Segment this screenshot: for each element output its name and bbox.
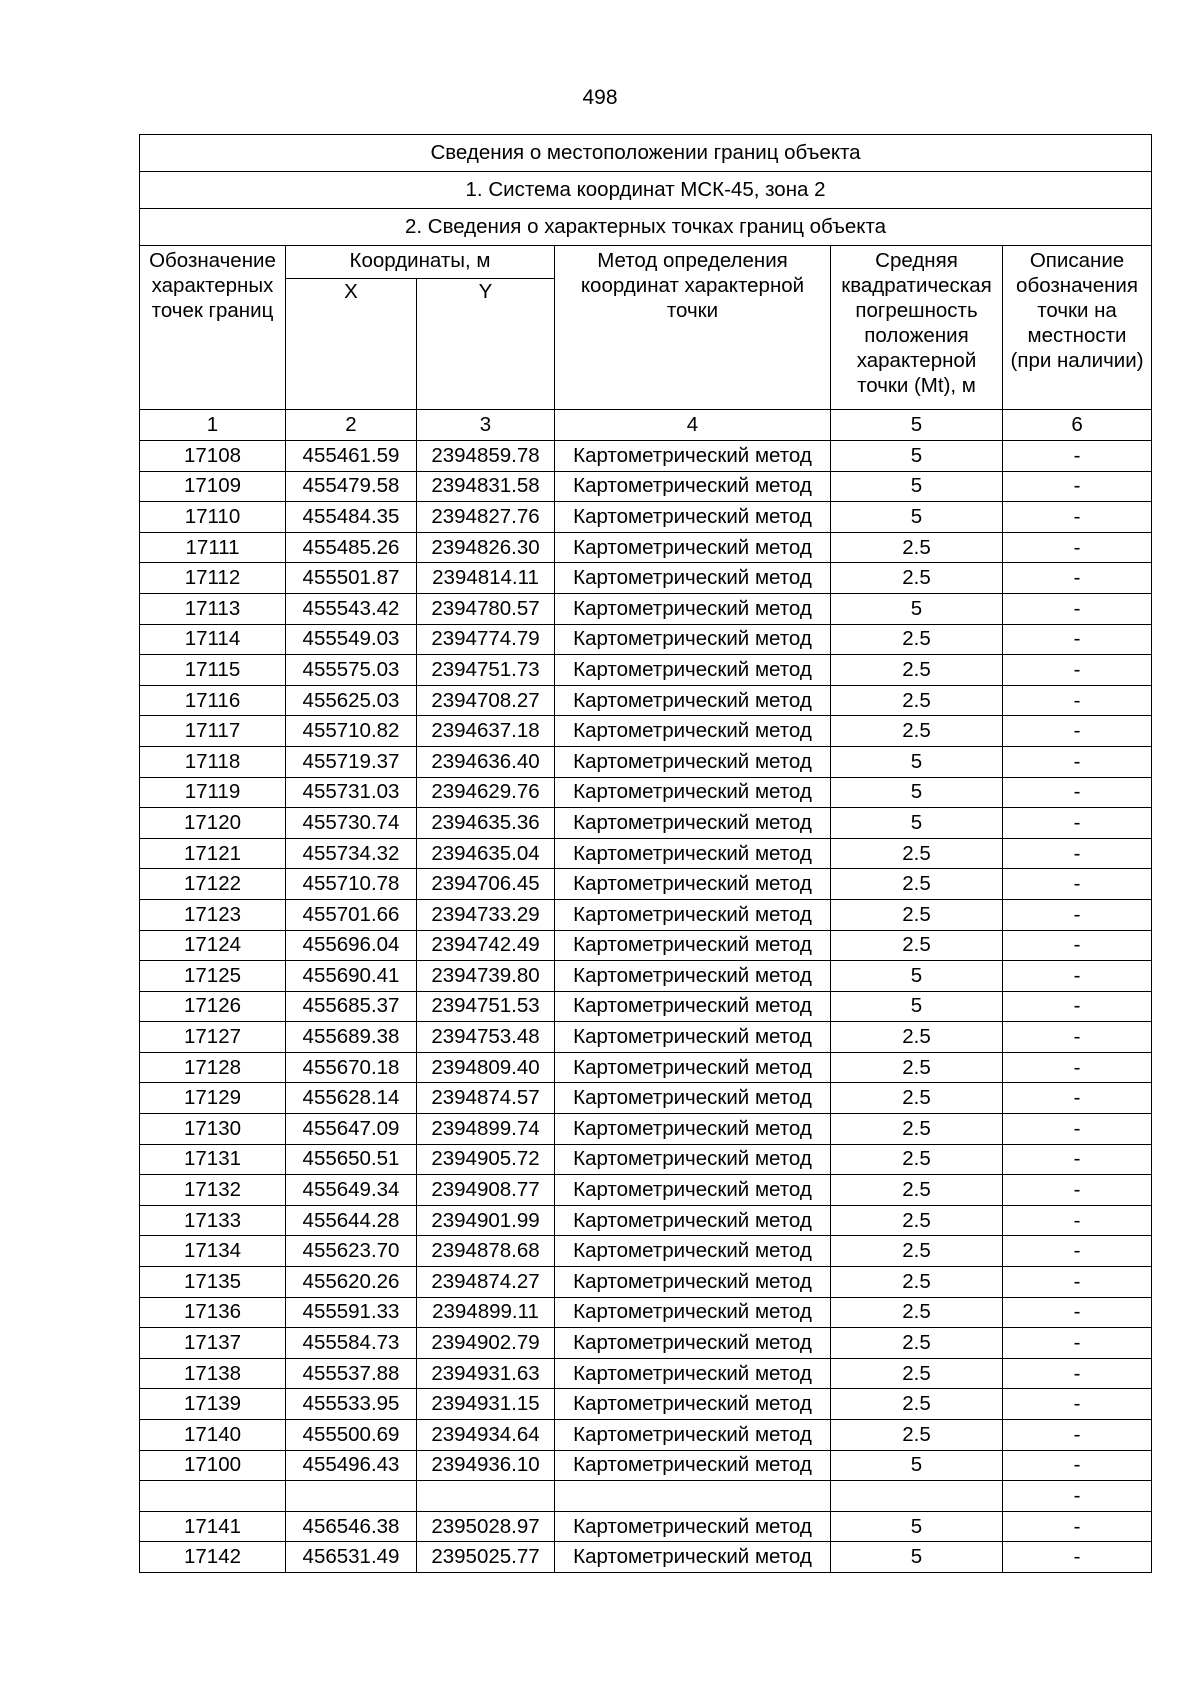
error-cell: 2.5 xyxy=(831,532,1003,563)
description-cell: - xyxy=(1003,746,1152,777)
description-cell: - xyxy=(1003,563,1152,594)
x-coordinate-cell: 455644.28 xyxy=(286,1205,417,1236)
error-cell: 5 xyxy=(831,777,1003,808)
error-cell: 2.5 xyxy=(831,624,1003,655)
description-cell: - xyxy=(1003,1358,1152,1389)
table-row xyxy=(140,777,1152,808)
point-id-cell: 17116 xyxy=(140,685,286,716)
point-id-cell: 17119 xyxy=(140,777,286,808)
x-coordinate-cell: 455719.37 xyxy=(286,746,417,777)
x-coordinate-cell: 455500.69 xyxy=(286,1420,417,1451)
y-coordinate-cell: 2394751.73 xyxy=(417,655,555,686)
point-id-cell: 17139 xyxy=(140,1389,286,1420)
y-coordinate-cell: 2394827.76 xyxy=(417,502,555,533)
y-coordinate-cell: 2394908.77 xyxy=(417,1175,555,1206)
y-coordinate-cell: 2394899.11 xyxy=(417,1297,555,1328)
x-coordinate-cell: 455584.73 xyxy=(286,1328,417,1359)
error-cell: 5 xyxy=(831,991,1003,1022)
error-cell: 2.5 xyxy=(831,1358,1003,1389)
section-title: 2. Сведения о характерных точках границ объекта xyxy=(140,209,1152,246)
point-id-cell: 17140 xyxy=(140,1420,286,1451)
point-id-cell: 17121 xyxy=(140,838,286,869)
y-coordinate-cell: 2394901.99 xyxy=(417,1205,555,1236)
y-coordinate-cell: 2394931.63 xyxy=(417,1358,555,1389)
method-cell: Картометрический метод xyxy=(555,1511,831,1542)
x-coordinate-cell: 455461.59 xyxy=(286,441,417,472)
description-cell: - xyxy=(1003,1144,1152,1175)
method-cell: Картометрический метод xyxy=(555,1205,831,1236)
table-row xyxy=(140,838,1152,869)
page-number: 498 xyxy=(582,86,618,109)
point-id-cell: 17136 xyxy=(140,1297,286,1328)
y-coordinate-cell: 2394780.57 xyxy=(417,593,555,624)
method-cell: Картометрический метод xyxy=(555,563,831,594)
point-id-cell: 17141 xyxy=(140,1511,286,1542)
table-row xyxy=(140,808,1152,839)
x-coordinate-cell: 455625.03 xyxy=(286,685,417,716)
point-id-cell: 17114 xyxy=(140,624,286,655)
description-cell: - xyxy=(1003,1236,1152,1267)
x-coordinate-cell xyxy=(286,1481,417,1512)
method-cell: Картометрический метод xyxy=(555,746,831,777)
method-cell: Картометрический метод xyxy=(555,1328,831,1359)
x-coordinate-cell: 455543.42 xyxy=(286,593,417,624)
point-id-cell: 17130 xyxy=(140,1114,286,1145)
column-number: 4 xyxy=(555,410,831,441)
description-cell: - xyxy=(1003,1083,1152,1114)
method-cell: Картометрический метод xyxy=(555,777,831,808)
method-cell: Картометрический метод xyxy=(555,899,831,930)
method-cell: Картометрический метод xyxy=(555,808,831,839)
x-coordinate-cell: 455734.32 xyxy=(286,838,417,869)
point-id-cell: 17126 xyxy=(140,991,286,1022)
table-row xyxy=(140,1450,1152,1481)
x-coordinate-cell: 455701.66 xyxy=(286,899,417,930)
point-id-cell: 17122 xyxy=(140,869,286,900)
description-cell: - xyxy=(1003,930,1152,961)
x-coordinate-cell: 455496.43 xyxy=(286,1450,417,1481)
point-id-cell: 17135 xyxy=(140,1267,286,1298)
point-id-cell: 17113 xyxy=(140,593,286,624)
point-id-cell: 17120 xyxy=(140,808,286,839)
table-row xyxy=(140,1236,1152,1267)
description-cell: - xyxy=(1003,1328,1152,1359)
method-cell: Картометрический метод xyxy=(555,1175,831,1206)
error-cell: 2.5 xyxy=(831,685,1003,716)
table-row xyxy=(140,471,1152,502)
table-title: Сведения о местоположении границ объекта xyxy=(140,135,1152,172)
header-y: Y xyxy=(417,279,555,410)
method-cell: Картометрический метод xyxy=(555,1267,831,1298)
method-cell: Картометрический метод xyxy=(555,716,831,747)
y-coordinate-cell: 2394899.74 xyxy=(417,1114,555,1145)
error-cell: 2.5 xyxy=(831,1175,1003,1206)
error-cell: 2.5 xyxy=(831,869,1003,900)
x-coordinate-cell: 455696.04 xyxy=(286,930,417,961)
x-coordinate-cell: 455485.26 xyxy=(286,532,417,563)
description-cell: - xyxy=(1003,1052,1152,1083)
method-cell: Картометрический метод xyxy=(555,838,831,869)
point-id-cell: 17112 xyxy=(140,563,286,594)
y-coordinate-cell: 2394905.72 xyxy=(417,1144,555,1175)
x-coordinate-cell: 455650.51 xyxy=(286,1144,417,1175)
table-row xyxy=(140,1481,1152,1512)
description-cell: - xyxy=(1003,1450,1152,1481)
error-cell: 2.5 xyxy=(831,716,1003,747)
description-cell: - xyxy=(1003,532,1152,563)
error-cell: 2.5 xyxy=(831,1022,1003,1053)
y-coordinate-cell: 2394708.27 xyxy=(417,685,555,716)
method-cell: Картометрический метод xyxy=(555,532,831,563)
method-cell: Картометрический метод xyxy=(555,441,831,472)
y-coordinate-cell: 2394874.57 xyxy=(417,1083,555,1114)
x-coordinate-cell: 455649.34 xyxy=(286,1175,417,1206)
description-cell: - xyxy=(1003,1175,1152,1206)
error-cell: 5 xyxy=(831,502,1003,533)
x-coordinate-cell: 455710.82 xyxy=(286,716,417,747)
description-cell: - xyxy=(1003,716,1152,747)
table-row xyxy=(140,991,1152,1022)
y-coordinate-cell: 2394931.15 xyxy=(417,1389,555,1420)
point-id-cell: 17109 xyxy=(140,471,286,502)
error-cell: 5 xyxy=(831,1511,1003,1542)
column-number: 2 xyxy=(286,410,417,441)
error-cell: 2.5 xyxy=(831,1420,1003,1451)
y-coordinate-cell: 2394753.48 xyxy=(417,1022,555,1053)
table-row xyxy=(140,441,1152,472)
error-cell: 2.5 xyxy=(831,1389,1003,1420)
error-cell: 2.5 xyxy=(831,1205,1003,1236)
y-coordinate-cell: 2394936.10 xyxy=(417,1450,555,1481)
coordinate-system-title: 1. Система координат МСК-45, зона 2 xyxy=(140,172,1152,209)
header-designation: Обозначение характерных точек границ xyxy=(140,246,286,410)
table-row xyxy=(140,1420,1152,1451)
method-cell: Картометрический метод xyxy=(555,1297,831,1328)
table-row xyxy=(140,563,1152,594)
y-coordinate-cell: 2395028.97 xyxy=(417,1511,555,1542)
description-cell: - xyxy=(1003,502,1152,533)
error-cell: 5 xyxy=(831,1542,1003,1573)
column-number: 5 xyxy=(831,410,1003,441)
method-cell: Картометрический метод xyxy=(555,1420,831,1451)
point-id-cell: 17132 xyxy=(140,1175,286,1206)
column-number: 1 xyxy=(140,410,286,441)
point-id-cell: 17127 xyxy=(140,1022,286,1053)
description-cell: - xyxy=(1003,1297,1152,1328)
method-cell: Картометрический метод xyxy=(555,1358,831,1389)
point-id-cell: 17108 xyxy=(140,441,286,472)
error-cell: 5 xyxy=(831,593,1003,624)
column-number: 3 xyxy=(417,410,555,441)
point-id-cell: 17111 xyxy=(140,532,286,563)
table-row xyxy=(140,1175,1152,1206)
description-cell: - xyxy=(1003,899,1152,930)
header-error: Средняя квадратическая погрешность положения характерной точки (Mt), м xyxy=(831,246,1003,410)
header-x: X xyxy=(286,279,417,410)
y-coordinate-cell: 2394874.27 xyxy=(417,1267,555,1298)
table-row xyxy=(140,532,1152,563)
method-cell: Картометрический метод xyxy=(555,1144,831,1175)
error-cell: 5 xyxy=(831,441,1003,472)
y-coordinate-cell: 2394814.11 xyxy=(417,563,555,594)
x-coordinate-cell: 456531.49 xyxy=(286,1542,417,1573)
table-row xyxy=(140,716,1152,747)
point-id-cell: 17138 xyxy=(140,1358,286,1389)
table-row xyxy=(140,1328,1152,1359)
description-cell: - xyxy=(1003,1022,1152,1053)
error-cell: 2.5 xyxy=(831,1297,1003,1328)
table-row xyxy=(140,1267,1152,1298)
table-row xyxy=(140,1205,1152,1236)
error-cell: 5 xyxy=(831,961,1003,992)
method-cell: Картометрический метод xyxy=(555,655,831,686)
error-cell: 2.5 xyxy=(831,1083,1003,1114)
table-row xyxy=(140,593,1152,624)
description-cell: - xyxy=(1003,1542,1152,1573)
method-cell: Картометрический метод xyxy=(555,502,831,533)
error-cell: 5 xyxy=(831,471,1003,502)
point-id-cell: 17128 xyxy=(140,1052,286,1083)
description-cell: - xyxy=(1003,655,1152,686)
x-coordinate-cell: 455549.03 xyxy=(286,624,417,655)
x-coordinate-cell: 455484.35 xyxy=(286,502,417,533)
header-method: Метод определения координат характерной точки xyxy=(555,246,831,410)
description-cell: - xyxy=(1003,961,1152,992)
table-row xyxy=(140,624,1152,655)
method-cell: Картометрический метод xyxy=(555,1114,831,1145)
description-cell: - xyxy=(1003,1389,1152,1420)
method-cell: Картометрический метод xyxy=(555,961,831,992)
y-coordinate-cell: 2394878.68 xyxy=(417,1236,555,1267)
y-coordinate-cell: 2394629.76 xyxy=(417,777,555,808)
point-id-cell: 17117 xyxy=(140,716,286,747)
point-id-cell: 17123 xyxy=(140,899,286,930)
point-id-cell: 17134 xyxy=(140,1236,286,1267)
y-coordinate-cell: 2394739.80 xyxy=(417,961,555,992)
x-coordinate-cell: 455623.70 xyxy=(286,1236,417,1267)
method-cell: Картометрический метод xyxy=(555,991,831,1022)
table-row xyxy=(140,1083,1152,1114)
method-cell: Картометрический метод xyxy=(555,593,831,624)
column-number: 6 xyxy=(1003,410,1152,441)
description-cell: - xyxy=(1003,471,1152,502)
point-id-cell: 17142 xyxy=(140,1542,286,1573)
x-coordinate-cell: 455501.87 xyxy=(286,563,417,594)
x-coordinate-cell: 455690.41 xyxy=(286,961,417,992)
description-cell: - xyxy=(1003,624,1152,655)
y-coordinate-cell: 2394809.40 xyxy=(417,1052,555,1083)
y-coordinate-cell: 2394733.29 xyxy=(417,899,555,930)
table-row xyxy=(140,655,1152,686)
method-cell: Картометрический метод xyxy=(555,1389,831,1420)
error-cell: 2.5 xyxy=(831,563,1003,594)
table-body xyxy=(140,441,1152,1573)
method-cell: Картометрический метод xyxy=(555,685,831,716)
table-row xyxy=(140,1022,1152,1053)
y-coordinate-cell: 2394635.36 xyxy=(417,808,555,839)
table-row xyxy=(140,1297,1152,1328)
table-row xyxy=(140,930,1152,961)
error-cell: 2.5 xyxy=(831,838,1003,869)
method-cell: Картометрический метод xyxy=(555,1052,831,1083)
method-cell: Картометрический метод xyxy=(555,1236,831,1267)
description-cell: - xyxy=(1003,1420,1152,1451)
x-coordinate-cell: 455670.18 xyxy=(286,1052,417,1083)
method-cell: Картометрический метод xyxy=(555,1022,831,1053)
header-coordinates: Координаты, м xyxy=(286,246,555,279)
point-id-cell: 17137 xyxy=(140,1328,286,1359)
method-cell: Картометрический метод xyxy=(555,1450,831,1481)
table-row xyxy=(140,1144,1152,1175)
error-cell: 2.5 xyxy=(831,1052,1003,1083)
header-description: Описание обозначения точки на местности (при наличии) xyxy=(1003,246,1152,410)
x-coordinate-cell: 455533.95 xyxy=(286,1389,417,1420)
x-coordinate-cell: 456546.38 xyxy=(286,1511,417,1542)
x-coordinate-cell: 455575.03 xyxy=(286,655,417,686)
point-id-cell xyxy=(140,1481,286,1512)
table-row xyxy=(140,1358,1152,1389)
point-id-cell: 17133 xyxy=(140,1205,286,1236)
table-row xyxy=(140,899,1152,930)
point-id-cell: 17110 xyxy=(140,502,286,533)
description-cell: - xyxy=(1003,777,1152,808)
error-cell xyxy=(831,1481,1003,1512)
error-cell: 2.5 xyxy=(831,930,1003,961)
point-id-cell: 17124 xyxy=(140,930,286,961)
y-coordinate-cell: 2394902.79 xyxy=(417,1328,555,1359)
point-id-cell: 17100 xyxy=(140,1450,286,1481)
x-coordinate-cell: 455591.33 xyxy=(286,1297,417,1328)
y-coordinate-cell: 2394859.78 xyxy=(417,441,555,472)
table-row xyxy=(140,961,1152,992)
error-cell: 5 xyxy=(831,746,1003,777)
y-coordinate-cell: 2394636.40 xyxy=(417,746,555,777)
y-coordinate-cell: 2394934.64 xyxy=(417,1420,555,1451)
error-cell: 5 xyxy=(831,1450,1003,1481)
description-cell: - xyxy=(1003,441,1152,472)
table-row xyxy=(140,502,1152,533)
description-cell: - xyxy=(1003,838,1152,869)
description-cell: - xyxy=(1003,1511,1152,1542)
error-cell: 2.5 xyxy=(831,1144,1003,1175)
description-cell: - xyxy=(1003,869,1152,900)
y-coordinate-cell: 2394637.18 xyxy=(417,716,555,747)
description-cell: - xyxy=(1003,991,1152,1022)
x-coordinate-cell: 455685.37 xyxy=(286,991,417,1022)
x-coordinate-cell: 455730.74 xyxy=(286,808,417,839)
table-row xyxy=(140,1389,1152,1420)
x-coordinate-cell: 455479.58 xyxy=(286,471,417,502)
error-cell: 5 xyxy=(831,808,1003,839)
point-id-cell: 17125 xyxy=(140,961,286,992)
method-cell: Картометрический метод xyxy=(555,1083,831,1114)
y-coordinate-cell: 2394774.79 xyxy=(417,624,555,655)
y-coordinate-cell: 2394751.53 xyxy=(417,991,555,1022)
y-coordinate-cell: 2394826.30 xyxy=(417,532,555,563)
y-coordinate-cell: 2394831.58 xyxy=(417,471,555,502)
point-id-cell: 17131 xyxy=(140,1144,286,1175)
x-coordinate-cell: 455689.38 xyxy=(286,1022,417,1053)
table-row xyxy=(140,1542,1152,1573)
method-cell: Картометрический метод xyxy=(555,624,831,655)
table-row xyxy=(140,746,1152,777)
point-id-cell: 17115 xyxy=(140,655,286,686)
y-coordinate-cell xyxy=(417,1481,555,1512)
description-cell: - xyxy=(1003,685,1152,716)
description-cell: - xyxy=(1003,593,1152,624)
description-cell: - xyxy=(1003,1114,1152,1145)
method-cell: Картометрический метод xyxy=(555,869,831,900)
table-row xyxy=(140,1052,1152,1083)
x-coordinate-cell: 455537.88 xyxy=(286,1358,417,1389)
x-coordinate-cell: 455710.78 xyxy=(286,869,417,900)
x-coordinate-cell: 455620.26 xyxy=(286,1267,417,1298)
y-coordinate-cell: 2394706.45 xyxy=(417,869,555,900)
y-coordinate-cell: 2394742.49 xyxy=(417,930,555,961)
method-cell xyxy=(555,1481,831,1512)
error-cell: 2.5 xyxy=(831,1328,1003,1359)
method-cell: Картометрический метод xyxy=(555,1542,831,1573)
y-coordinate-cell: 2395025.77 xyxy=(417,1542,555,1573)
table-row xyxy=(140,1114,1152,1145)
error-cell: 2.5 xyxy=(831,899,1003,930)
description-cell: - xyxy=(1003,808,1152,839)
point-id-cell: 17118 xyxy=(140,746,286,777)
table-row xyxy=(140,1511,1152,1542)
error-cell: 2.5 xyxy=(831,1236,1003,1267)
error-cell: 2.5 xyxy=(831,655,1003,686)
method-cell: Картометрический метод xyxy=(555,930,831,961)
point-id-cell: 17129 xyxy=(140,1083,286,1114)
description-cell: - xyxy=(1003,1267,1152,1298)
x-coordinate-cell: 455647.09 xyxy=(286,1114,417,1145)
y-coordinate-cell: 2394635.04 xyxy=(417,838,555,869)
error-cell: 2.5 xyxy=(831,1267,1003,1298)
boundary-points-table xyxy=(139,134,1152,1573)
x-coordinate-cell: 455731.03 xyxy=(286,777,417,808)
x-coordinate-cell: 455628.14 xyxy=(286,1083,417,1114)
description-cell: - xyxy=(1003,1205,1152,1236)
error-cell: 2.5 xyxy=(831,1114,1003,1145)
method-cell: Картометрический метод xyxy=(555,471,831,502)
table-row xyxy=(140,869,1152,900)
table-row xyxy=(140,685,1152,716)
description-cell: - xyxy=(1003,1481,1152,1512)
